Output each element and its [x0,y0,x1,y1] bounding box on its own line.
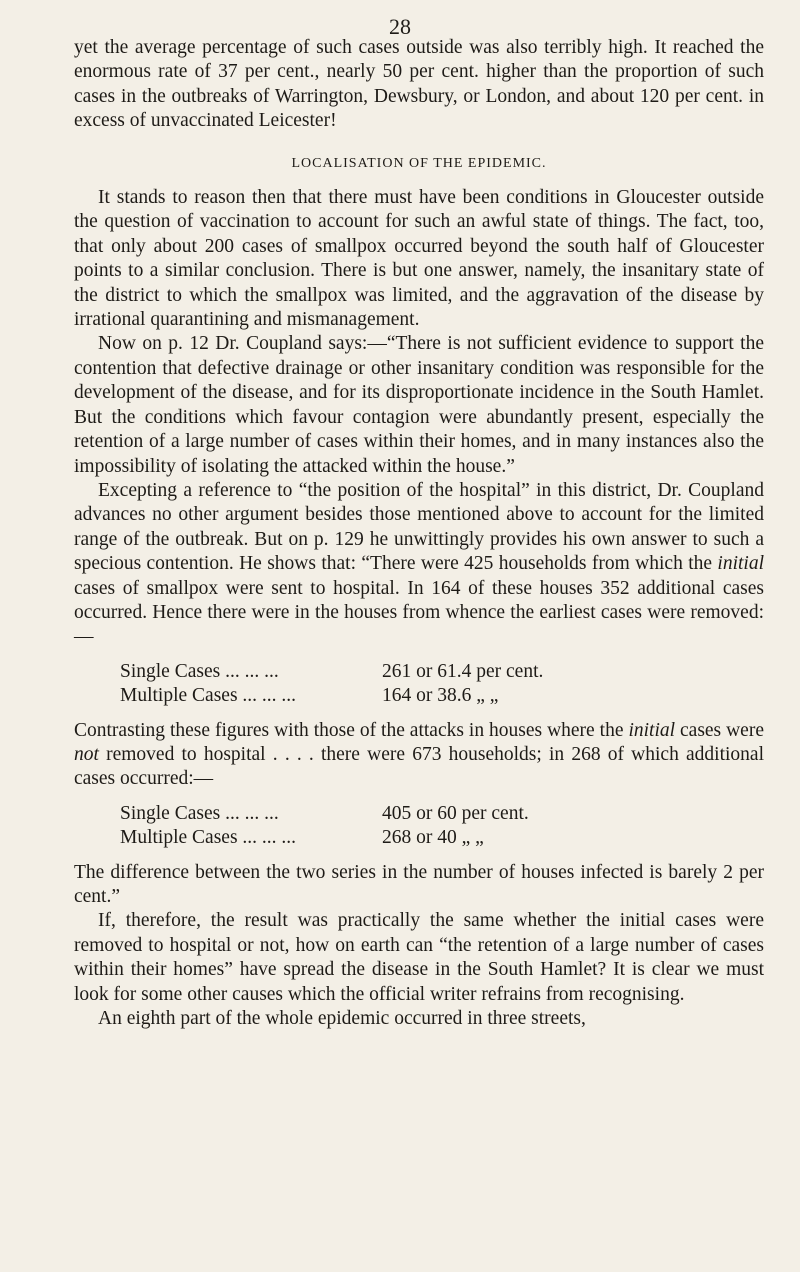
table-row [120,802,764,826]
section-heading: LOCALISATION OF THE EPIDEMIC. [291,155,547,171]
page-body [74,36,764,1031]
paragraph-opening: yet the average percentage of such cases outside was also terribly high. It reached the enormous rate of 37 per cent., nearly 50 per cent. higher than the proportion of such cases in the outbreaks of Warrington, Dewsbury, or London, and about 120 per cent. in excess of unvaccinated Leicester! [74,37,764,132]
row-label: Multiple Cases ... ... ... [120,685,297,707]
paragraph-stands-to-reason: It stands to reason then that there must have been conditions in Gloucester outside the question of vaccination to account for such an awful state of things. The fact, too, that only about 200 cases of smallpox occurred beyond the south half of Gloucester points to a similar conclusion. There is but one answer, namely, the insanitary state of the district to which the smallpox was limited, and the aggravation of the disease by irrational quarantining and mismanagement. [74,187,764,331]
paragraph-therefore: If, therefore, the result was practically the same whether the initial cases were removed to hospital or not, how on earth can “the retention of a large number of cases within their homes” have spread the disease in the South Hamlet? It is clear we must look for some other causes which the official writer refrains from recognising. [74,910,764,1005]
paragraph-excepting [74,479,764,650]
row-label: Single Cases ... ... ... [120,660,279,682]
paragraph-coupland-quote: Now on p. 12 Dr. Coupland says:—“There is not sufficient evidence to support the contention that defective drainage or other insanitary condition was responsible for the development of the disease, and for its disproportionate incidence in the South Hamlet. But the conditions which favour contagion were abundantly present, especially the retention of a large number of cases within their homes, and in many instances also the impossibility of isolating the attacked within the house.” [74,333,764,477]
row-label: Single Cases ... ... ... [120,802,279,824]
table-row [120,826,764,850]
row-label: Multiple Cases ... ... ... [120,827,297,849]
text-run: Excepting a reference to “the position of the hospital” in this district, Dr. Coupland advances no other argument besides those mentioned above to account for the limited range of the outbreak. But on p. 129 he unwittingly provides his own answer to such a specious contention. He shows that: “There were 425 households from which the [74,479,764,575]
paragraph-contrasting [74,719,764,792]
table-row [120,660,764,684]
row-value: 164 or 38.6 „ „ [382,685,499,707]
page-number: 28 [389,14,411,39]
paragraph-eighth-part: An eighth part of the whole epidemic occurred in three streets, [98,1007,586,1029]
text-run: Contrasting these figures with those of the attacks in houses where the [74,719,629,741]
emphasis-not: not [74,743,99,765]
row-value: 268 or 40 „ „ [382,827,484,849]
row-value: 261 or 61.4 per cent. [382,660,544,682]
text-run: removed to hospital . . . . there were 673 households; in 268 of which additional cases occurred:— [74,743,764,790]
text-run: cases were [675,719,764,741]
emphasis-initial: initial [717,553,764,575]
emphasis-initial: initial [628,719,676,741]
table-row [120,684,764,708]
paragraph-difference: The difference between the two series in the number of houses infected is barely 2 per cent.” [74,861,764,907]
text-run: cases of smallpox were sent to hospital. In 164 of these houses 352 additional cases occurred. Hence there were in the houses from whence the earliest cases were removed:— [74,577,764,648]
row-value: 405 or 60 per cent. [382,802,529,824]
